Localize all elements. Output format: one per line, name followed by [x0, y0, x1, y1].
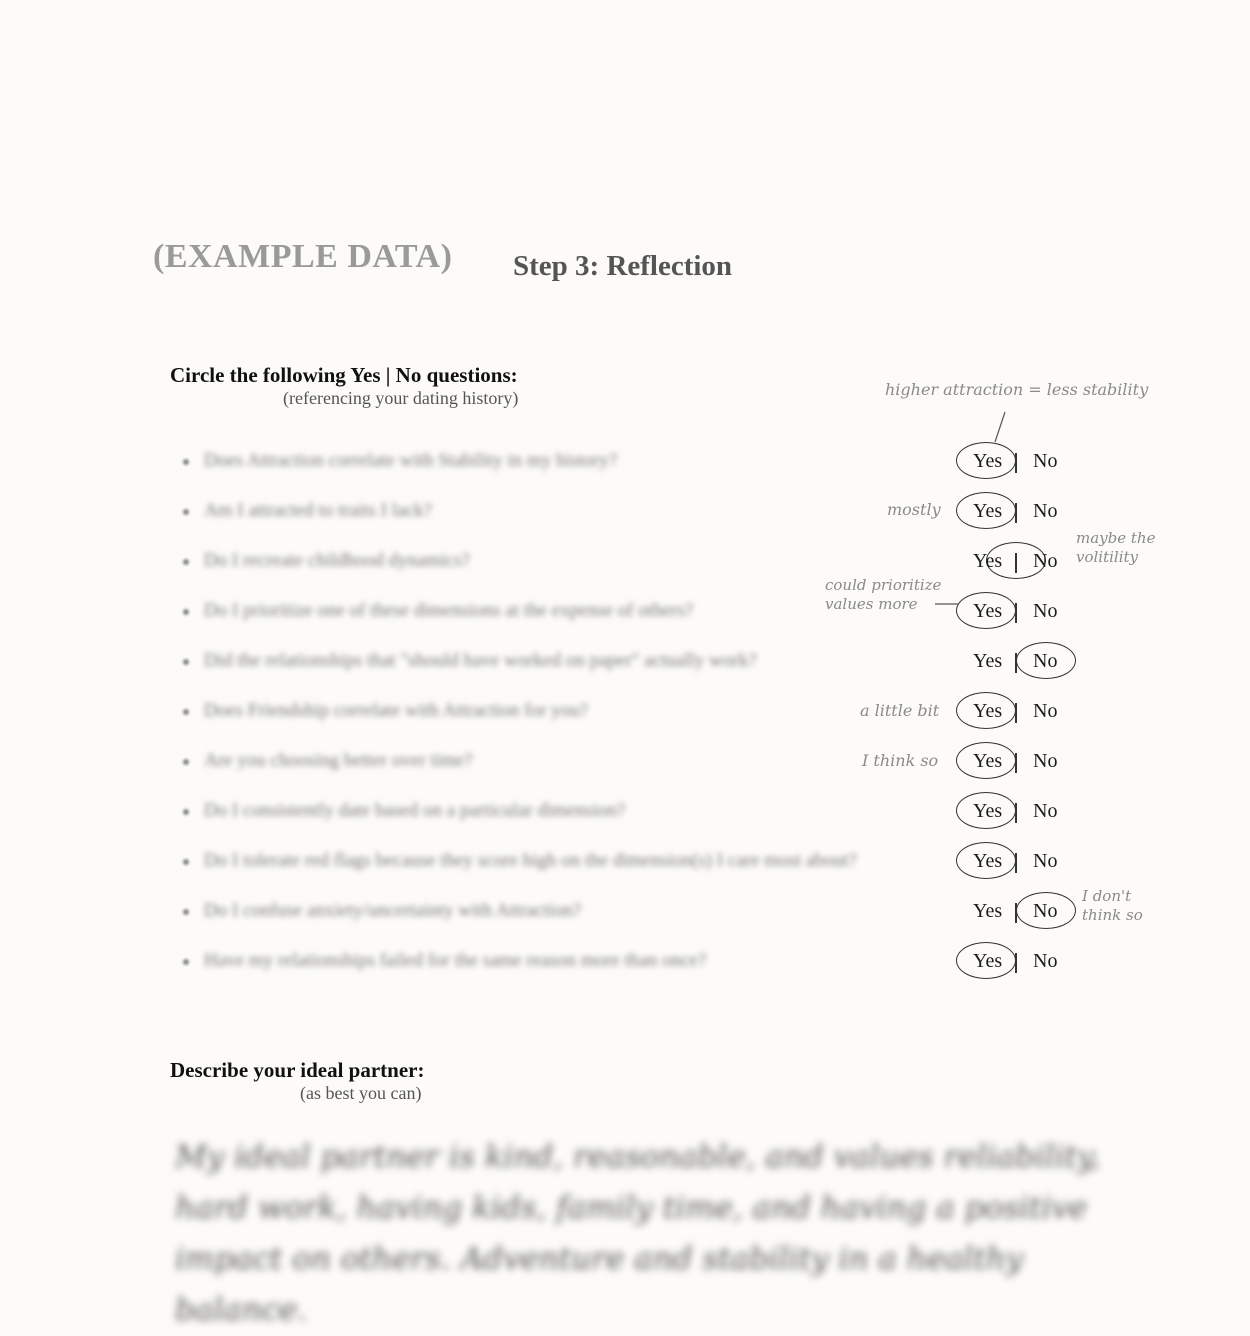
- bullet-icon: [183, 559, 189, 565]
- yes-no-section-subtitle: (referencing your dating history): [283, 388, 519, 408]
- no-option[interactable]: No: [1033, 550, 1058, 572]
- no-option[interactable]: No: [1033, 850, 1058, 872]
- yes-no-divider: [1015, 903, 1017, 923]
- question-text: Do I confuse anxiety/uncertainty with Attraction?: [204, 900, 582, 921]
- question-row: [0, 742, 1250, 782]
- no-option[interactable]: No: [1033, 800, 1058, 822]
- yes-option[interactable]: Yes: [973, 800, 1003, 822]
- note-pointer-line: [934, 600, 960, 608]
- bullet-icon: [183, 709, 189, 715]
- no-option[interactable]: No: [1033, 750, 1058, 772]
- question-text: Do I tolerate red flags because they score high on the dimension(s) I care most about?: [204, 850, 857, 871]
- bullet-icon: [183, 659, 189, 665]
- ideal-partner-subtitle: (as best you can): [300, 1083, 422, 1103]
- handwritten-note: mostly: [887, 500, 941, 519]
- question-row: [0, 492, 1250, 532]
- yes-option[interactable]: Yes: [973, 900, 1003, 922]
- no-option[interactable]: No: [1033, 900, 1058, 922]
- bullet-icon: [183, 759, 189, 765]
- question-text: Did the relationships that "should have worked on paper" actually work?: [204, 650, 757, 671]
- bullet-icon: [183, 959, 189, 965]
- question-text: Does Attraction correlate with Stability in my history?: [204, 450, 618, 471]
- question-text: Do I prioritize one of these dimensions at the expense of others?: [204, 600, 694, 621]
- handwritten-note: could prioritize values more: [825, 576, 942, 613]
- yes-no-divider: [1015, 703, 1017, 723]
- yes-option[interactable]: Yes: [973, 650, 1003, 672]
- yes-option[interactable]: Yes: [973, 550, 1003, 572]
- question-text: Do I consistently date based on a particular dimension?: [204, 800, 626, 821]
- question-text: Do I recreate childhood dynamics?: [204, 550, 470, 571]
- page-title: Step 3: Reflection: [513, 250, 733, 282]
- yes-no-section-title: Circle the following Yes | No questions:: [170, 363, 518, 387]
- no-option[interactable]: No: [1033, 950, 1058, 972]
- yes-no-divider: [1015, 753, 1017, 773]
- question-row: [0, 842, 1250, 882]
- yes-option[interactable]: Yes: [973, 950, 1003, 972]
- handwritten-note: I think so: [862, 751, 939, 770]
- yes-no-divider: [1015, 503, 1017, 523]
- question-row: [0, 792, 1250, 832]
- yes-option[interactable]: Yes: [973, 600, 1003, 622]
- bullet-icon: [183, 859, 189, 865]
- handwritten-note: I don't think so: [1082, 887, 1143, 924]
- question-text: Does Friendship correlate with Attraction for you?: [204, 700, 589, 721]
- yes-no-divider: [1015, 603, 1017, 623]
- handwritten-note: higher attraction = less stability: [885, 380, 1149, 399]
- yes-no-divider: [1015, 453, 1017, 473]
- question-text: Am I attracted to traits I lack?: [204, 500, 432, 521]
- yes-option[interactable]: Yes: [973, 450, 1003, 472]
- no-option[interactable]: No: [1033, 650, 1058, 672]
- handwritten-note: a little bit: [860, 701, 940, 720]
- yes-option[interactable]: Yes: [973, 500, 1003, 522]
- yes-no-divider: [1015, 553, 1017, 573]
- bullet-icon: [183, 809, 189, 815]
- ideal-partner-answer: My ideal partner is kind, reasonable, and values reliability, hard work, having kids, family time, and having a positive impact on others. Adventure and stability in a healthy balance.: [175, 1139, 1101, 1328]
- handwritten-note: maybe the volitility: [1076, 529, 1156, 566]
- yes-option[interactable]: Yes: [973, 750, 1003, 772]
- bullet-icon: [183, 609, 189, 615]
- question-row: [0, 642, 1250, 682]
- no-option[interactable]: No: [1033, 450, 1058, 472]
- bullet-icon: [183, 459, 189, 465]
- question-row: [0, 442, 1250, 482]
- no-option[interactable]: No: [1033, 500, 1058, 522]
- question-text: Are you choosing better over time?: [204, 750, 473, 771]
- yes-no-divider: [1015, 803, 1017, 823]
- question-row: [0, 542, 1250, 582]
- question-row: [0, 892, 1250, 932]
- note-pointer-line: [990, 410, 1010, 444]
- yes-no-divider: [1015, 853, 1017, 873]
- yes-option[interactable]: Yes: [973, 700, 1003, 722]
- bullet-icon: [183, 909, 189, 915]
- no-option[interactable]: No: [1033, 600, 1058, 622]
- yes-no-divider: [1015, 653, 1017, 673]
- question-text: Have my relationships failed for the same reason more than once?: [204, 950, 707, 971]
- example-data-label: (EXAMPLE DATA): [153, 238, 453, 275]
- question-row: [0, 942, 1250, 982]
- ideal-partner-title: Describe your ideal partner:: [170, 1058, 425, 1082]
- bullet-icon: [183, 509, 189, 515]
- question-row: [0, 592, 1250, 632]
- yes-option[interactable]: Yes: [973, 850, 1003, 872]
- yes-no-divider: [1015, 953, 1017, 973]
- no-option[interactable]: No: [1033, 700, 1058, 722]
- question-row: [0, 692, 1250, 732]
